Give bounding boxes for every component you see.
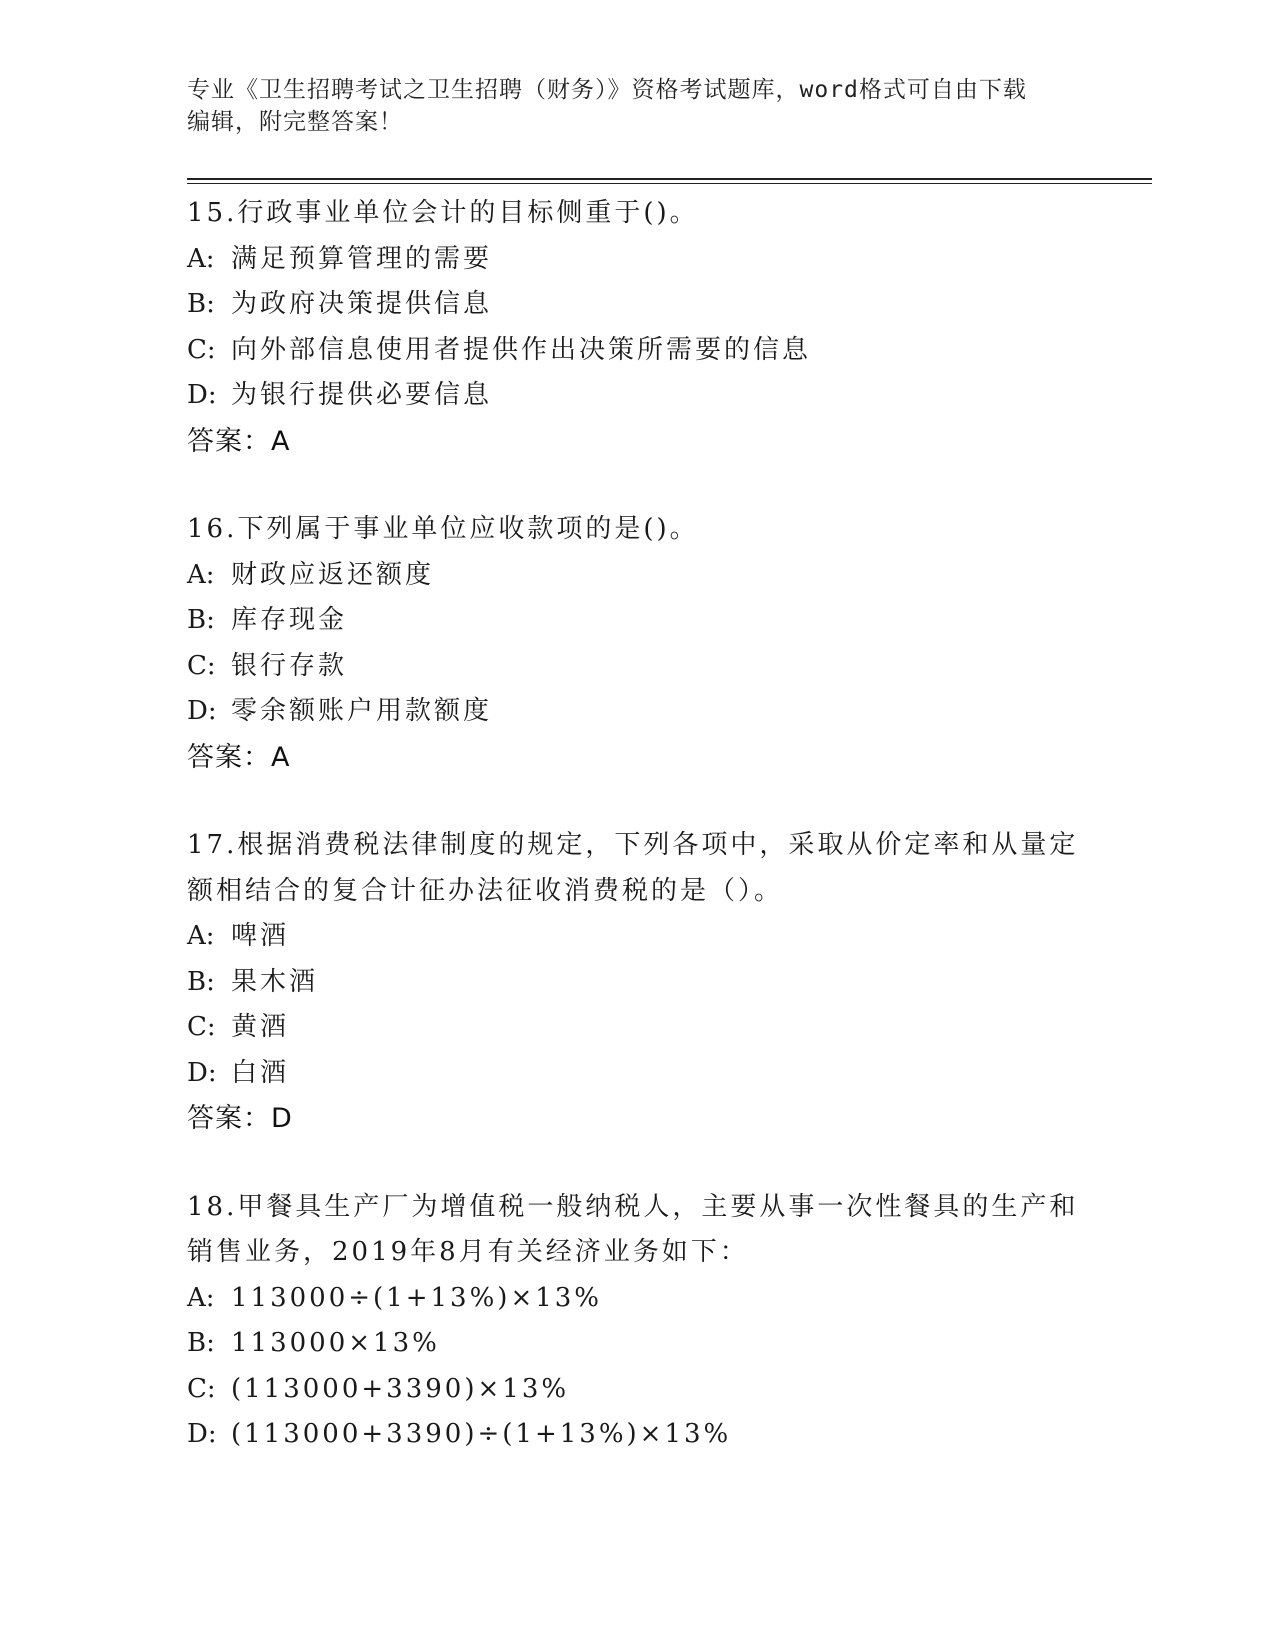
option-b (187, 598, 1087, 644)
question-stem-line: 16.下列属于事业单位应收款项的是()。 (187, 514, 699, 544)
option-a (187, 1276, 1087, 1322)
option-d (187, 1051, 1087, 1097)
answer-line: 答案：A (187, 741, 291, 773)
header-line-1: 专业《卫生招聘考试之卫生招聘（财务）》资格考试题库，word格式可自由下载 (187, 77, 1027, 103)
question-stem-line: 18.甲餐具生产厂为增值税一般纳税人，主要从事一次性餐具的生产和 (187, 1191, 1079, 1222)
question-stem (187, 191, 1087, 237)
option-b (187, 960, 1087, 1006)
option-c (187, 328, 1087, 374)
option-text: 果木酒 (231, 966, 319, 997)
option-a (187, 237, 1087, 283)
option-text: 为政府决策提供信息 (231, 289, 493, 319)
option-letter: C: (187, 1373, 216, 1404)
question-stem-line: 销售业务，2019年8月有关经济业务如下： (187, 1237, 749, 1267)
option-text: 为银行提供必要信息 (231, 380, 493, 410)
option-letter: D: (187, 380, 217, 410)
option-d (187, 1412, 1087, 1458)
option-a (187, 553, 1087, 599)
option-text: 向外部信息使用者提供作出决策所需要的信息 (231, 334, 812, 365)
option-letter: B: (187, 605, 215, 635)
answer-line: 答案：D (187, 1103, 293, 1134)
option-letter: A: (187, 559, 215, 590)
answer-line: 答案：A (187, 425, 291, 457)
question-stem (187, 823, 1087, 914)
option-text: 财政应返还额度 (231, 559, 435, 590)
question-stem (187, 1185, 1087, 1276)
question-15 (187, 191, 1087, 464)
option-b (187, 282, 1087, 328)
option-d (187, 689, 1087, 735)
header-divider-thick (187, 178, 1152, 180)
option-c (187, 644, 1087, 690)
option-a (187, 914, 1087, 960)
option-c (187, 1367, 1087, 1413)
option-letter: C: (187, 334, 216, 365)
option-letter: A: (187, 1282, 215, 1313)
option-letter: C: (187, 650, 216, 681)
option-text: 113000×13% (231, 1328, 440, 1358)
option-text: (113000+3390)×13% (231, 1373, 570, 1404)
option-text: 白酒 (231, 1057, 290, 1088)
option-letter: A: (187, 243, 215, 274)
option-c (187, 1005, 1087, 1051)
option-letter: C: (187, 1012, 216, 1042)
header-divider-thin (187, 183, 1152, 184)
option-letter: B: (187, 966, 215, 997)
question-stem-line: 15.行政事业单位会计的目标侧重于()。 (187, 198, 699, 228)
option-d (187, 373, 1087, 419)
question-stem (187, 507, 1087, 553)
option-letter: D: (187, 1057, 217, 1088)
question-stem-line: 17.根据消费税法律制度的规定，下列各项中，采取从价定率和从量定 (187, 830, 1079, 860)
option-letter: D: (187, 696, 217, 726)
option-letter: D: (187, 1419, 217, 1449)
question-stem-line: 额相结合的复合计征办法征收消费税的是（）。 (187, 875, 784, 906)
option-text: 满足预算管理的需要 (231, 243, 493, 274)
question-16 (187, 507, 1087, 780)
option-text: 啤酒 (231, 921, 290, 951)
option-text: 黄酒 (231, 1012, 290, 1042)
header-line-2: 编辑，附完整答案！ (187, 109, 403, 135)
option-b (187, 1321, 1087, 1367)
question-18 (187, 1185, 1087, 1458)
option-text: (113000+3390)÷(1+13%)×13% (231, 1419, 732, 1449)
option-letter: B: (187, 289, 215, 319)
document-header (187, 74, 1067, 138)
option-text: 库存现金 (231, 605, 348, 635)
question-17 (187, 823, 1087, 1142)
option-letter: A: (187, 921, 215, 951)
option-text: 零余额账户用款额度 (231, 696, 493, 726)
option-letter: B: (187, 1328, 215, 1358)
question-list (187, 191, 1087, 1501)
option-text: 银行存款 (231, 650, 348, 681)
option-text: 113000÷(1+13%)×13% (231, 1282, 603, 1313)
